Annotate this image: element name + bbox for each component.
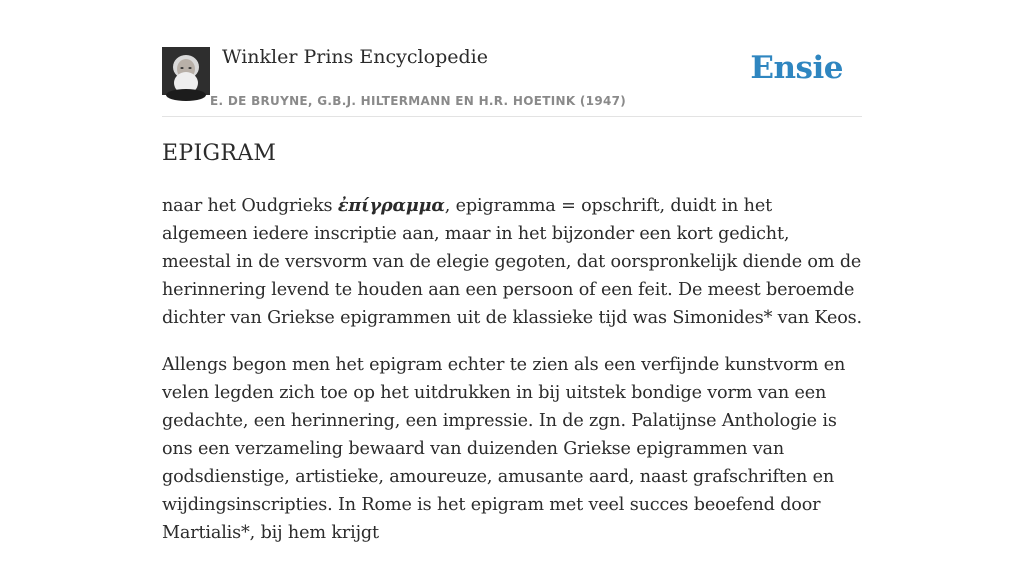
article-page: [162, 0, 862, 543]
article-body: [162, 192, 862, 566]
paragraph-1-rest: , epigramma = opschrift, duidt in het algemeen iedere inscriptie aan, maar in het bijzonder een kort gedicht, meestal in de versvorm van de elegie gegoten, dat oorspronkelijk diende om de herinnering levend te houden aan een persoon of een feit. De meest beroemde dichter van Griekse epigrammen uit de klassieke tijd was Simonides* van Keos.: [162, 196, 862, 328]
brand-logo[interactable]: Ensie: [750, 50, 843, 86]
source-authors: E. DE BRUYNE, G.B.J. HILTERMANN EN H.R. HOETINK (1947): [210, 94, 627, 108]
author-portrait-icon[interactable]: [162, 47, 210, 95]
paragraph-1: [162, 192, 862, 332]
paragraph-2: Allengs begon men het epigram echter te zien als een verfijnde kunstvorm en velen legden zich toe op het uitdrukken in bij uitstek bondige vorm van een gedachte, een herinnering, een impressie. In de zgn. Palatijnse Anthologie is ons een verzameling bewaard van duizenden Griekse epigrammen van godsdienstige, artistieke, amoureuze, amusante aard, naast grafschriften en wijdingsinscripties. In Rome is het epigram met veel succes beoefend door Martialis*, bij hem krijgt: [162, 355, 846, 543]
source-title[interactable]: Winkler Prins Encyclopedie: [222, 46, 488, 68]
greek-term: ἐπίγραμμα: [337, 195, 445, 216]
source-header: [162, 0, 862, 117]
paragraph-1-intro: naar het Oudgrieks: [162, 196, 338, 216]
article-title: EPIGRAM: [162, 141, 277, 166]
